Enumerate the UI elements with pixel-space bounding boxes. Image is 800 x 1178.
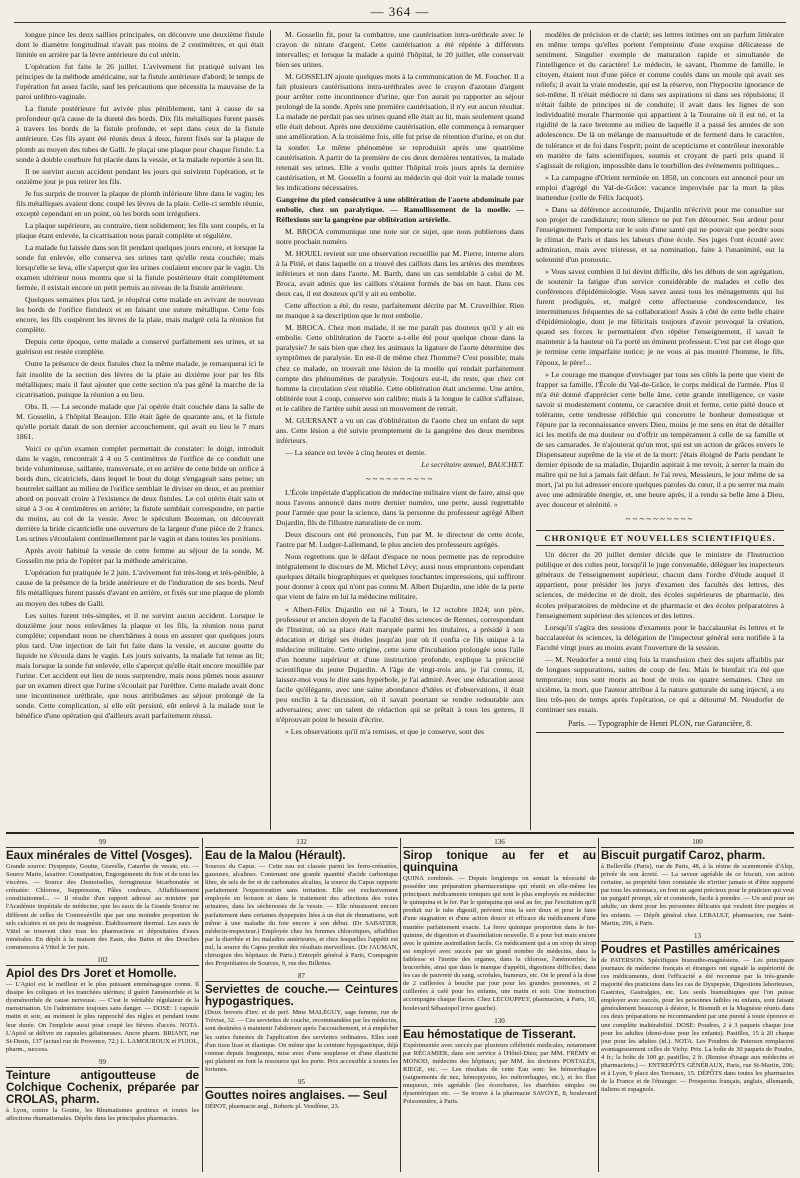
ad-body: de PATERSON. Spécifiques bismutho-magnésiens. — Les principaux journaux de médecine français et étrangers ont signalé la supériorité de ces médicaments, dont l'efficacité a été reconnue par la très-grande majorité des praticiens dans les cas de Dyspepsie, Digestions laborieuses, Gastrites, Gastralgies, etc. Les seuls bismuthiques que l'on puisse employer avec succès, pour les personnes faibles ou enfants, sont faisant généralement beaucoup à désirer, le Bismuth et la Magnésie réunis dans ces deux préparations ne recommandent par une pureté à toute épreuve et une complète inaltérabilité. DOSE: Poudres, 2 à 3 paquets chaque jour pour les adultes (demi-dose pour les enfants). Pastilles, 15 à 20 chaque jour pour les adultes (id.). NOTA. Les Poudres de Paterson remplacent avantageusement celles de Vichy. Prix. La boîte de 30 paquets de Poudre, 4 fr.; la boîte de 100 gr. pastilles, 2 fr. (Remise d'usage aux médecins et pharmaciens.) — ENTREPÔTS GÉNÉRAUX, Paris, rue St-Martin, 296; et à Lyon, 9 place des Terreaux, 15. DÉPÔTS dans toutes les pharmacies de la France et de l'étranger. — Prospectus français, anglais, allemands, italiens et espagnols. — [601, 956, 794, 1094]
ad-title: Eaux minérales de Vittel (Vosges). — [6, 850, 193, 862]
paragraph: La fistule postérieure fut avivée plus péniblement, tant à cause de sa profondeur qu'à cause de la dureté des bords. Dix fils métalliques furent passés à travers les bords de la fistule profonde, et sept dans ceux de la fistule antérieure. Ces fils ayant été réunis deux à deux, furent fixés sur la plaque de plomb au moyen des tubes de Galli. Je plaçai une plaque pour chaque fistule. La sonde à double courbure fut placée dans la vessie, et la malade reportée à son lit. — [16, 104, 264, 164]
page-number: — 364 — — [370, 4, 430, 19]
paragraph: Les suites furent très-simples, et il ne survint aucun accident. Lorsque le douzième jour nous enlevâmes la plaque et les fils, la réunion nous parut complète; cependant nous ne cherchâmes à nous en assurer que quelques jours plus tard. Une injection de lait fut faite dans la vessie, et aucune goutte du liquide ne s'écoula dans le vagin. Les jours suivants, la malade fut tenue au lit; mais lorsque la sonde fut enlevée, elle s'aperçut qu'elle était encore mouillée par l'urine. Cet accident eut lieu de nous surprendre, mais nous pûmes nous assurer par un examen direct que l'urine s'écoulait par l'urèthre. Cette malade avait donc une incontinence urétbrale, que nous attribuâmes au séjour prolongé de la sonde. Cette complication, si elle eût persisté, eût enlevé à la malade tout le bénéfice d'une opération qui d'ailleurs avait parfaitement réussi. — [16, 610, 264, 721]
paragraph: L'École impériale d'application de médecine militaire vient de faire, ainsi que nous l'avons annoncé dans notre dernier numéro, une perte, aussi regrettable pour l'armée que pour la science, dans la personne du professeur agrégé Albert Dujardin, fils de l'illustre naturaliste de ce nom. — [276, 488, 524, 528]
ad-title: Serviettes de couche.— Ceintures hypogastriques. — [205, 984, 398, 1009]
paragraph: Lorsqu'il s'agira des sessions d'examens pour le baccalauréat ès lettres et le baccalauréat ès sciences, la délégation de l'inspecteur général sera notifiée à la Faculté vingt jours au moins avant l'ouverture de la session. — [536, 622, 784, 652]
column-divider — [530, 30, 531, 830]
ad-title: Apiol des Drs Joret et Homolle. — [6, 968, 177, 981]
ad-number: 13 — [601, 932, 794, 942]
advertisement — [6, 1058, 199, 1123]
ad-title: Biscuit purgatif Caroz, pharm. — [601, 850, 766, 862]
ornament-divider: ~~~~~~~~~~ — [365, 473, 435, 484]
advertisement — [6, 956, 199, 1054]
article-column-2 — [276, 30, 524, 830]
ads-column-3 — [403, 838, 596, 1172]
column-divider — [270, 30, 271, 830]
ad-body: Expérimentée avec succès par plusieurs célébrités médicales, notamment par RÉCAMIER, dans son service à l'Hôtel-Dieu; par MM. FRÉMY et MONOD, médecins des hôpitaux; par MM. les docteurs POSTALÈS, RIEGE, etc. — Les résultats de cette Eau sont: les hémorrhagies (saignements de nez, hémoptysies, les métrorrhagies, etc.), et les flux muqueux, très agréable (les écorchures, les diarrhées simples ou dysentériques etc. — Se trouve à la pharmacie SAVOYE, 8, boulevard Poissonnière, à Paris. — [403, 1041, 596, 1106]
header-rule — [14, 22, 786, 23]
ad-body: Sources du Capus. — Cette eau est classée parmi les ferro-crénatées, gazeuses, alcalines. Contenant une grande quantité d'acide carbonique libre, de sels de fer et de carbonates alcalins, la source du Capus rapporte parfaitement l'expectoration sans irritation. Elle est exclusivement employée en boisson et dans le traitement des affections des voies urinaires, dans les sécheresses de la vessie. — Elle réussissent encore parfaitement dans certaines dyspepsies liées à un état de rhumatisme, soit même à une maladie du foie encore à son début. (Dr SABATIER, médecin-inspecteur.) Employée chez les femmes chlorotiques, affaiblies par la diarrhée et les maladies antérieures, et chez lesquelles l'appétit est nul, la source du Capus produit des résultats merveilleux. (Dr JAUMAN, chirurgien des hôpitaux de Paris.) Entrepôt général à Paris, Compagnie des Propriétaires de Sources, 9, rue des Billettes. — [205, 863, 398, 968]
ad-number: 87 — [205, 972, 398, 982]
paragraph: Je fus surpris de trouver la plaque de plomb inférieure libre dans le vagin; les fils métalliques avaient donc coupé les lèvres de la plaie. Celle-ci semble réunie, excepté cependant en un point, où les bords sont irréguliers. — [16, 188, 264, 218]
ad-divider — [598, 838, 599, 1172]
ad-title: Teinture antigoutteuse de Colchique Cochenix, préparée par CROLAS, pharm. — [6, 1069, 199, 1106]
advertisement — [403, 838, 596, 1013]
ad-divider — [202, 838, 203, 1172]
paragraph: » Le courage me manque d'envisager par tous ses côtés la perte que vient de frapper sa famille, l'École du Val-de-Grâce, le corps médical de l'armée. Plus il m'a été donné d'apprécier cette belle âme, cette grande intelligence, ce vaste savoir si modestement contenu, ce caractère droit et ferme, cette piété douce et tolérante, cette tendresse réfléchie qui concentre le bonheur domestique et l'épure par la reconnaissance envers Dieu, moins je me sens en état de détailler ici les motifs de ma douleur ou d'offrir un tempérament à celle de sa famille et de ses camarades. Je n'ajouterai qu'un mot, qui est un action de grâces envers le Dispensateur suprême de la vie et de la mort: j'étais éloigné de Paris pendant le dernier épisode de sa maladie, Dujardin aspirait à me revoir, à serrer la main du maître qui ne lui a jamais fait défaut. Je l'ai revu, Messieurs, le jour même de sa mort, j'ai pu lui adresser encore quelques paroles du cœur, il a pu serrer ma main avec une admirable énergie, et, une heure après, il a rendu sa belle âme à Dieu, avec douceur et sérénité. » — [536, 369, 784, 510]
ad-number: 132 — [205, 838, 398, 848]
signature: Le secrétaire annuel, BAUCHET. — [421, 459, 524, 469]
ad-number: 95 — [205, 1078, 398, 1088]
section-title: CHRONIQUE ET NOUVELLES SCIENTIFIQUES. — [536, 530, 784, 546]
ad-title: Eau de la Malou (Hérault). — [205, 850, 346, 862]
paragraph: M. BROCA communique une note sur ce sujet, que nous publierons dans notre prochain numéro. — [276, 226, 524, 246]
paragraph: Un décret du 20 juillet dernier décide que le ministre de l'Instruction publique et des cultes peut, lorsqu'il le juge convenable, déléguer les inspecteurs généraux de l'enseignement supérieur, chacun dans l'ordre d'étude auquel il appartient, pour présider les jurys d'examen des facultés des lettres, des sciences, de médecine et de droit, des écoles supérieures de pharmacie, des écoles préparatoires de médecine et de pharmacie et des écoles préparatoires à l'enseignement supérieur des sciences et des lettres. — [536, 550, 784, 620]
paragraph: » Vous savez combien il lui devint difficile, dès les débuts de son agrégation, de soutenir la fatigue d'un service considérable de malades et celle des conférences d'épidémiologie. Vous savez aussi tous les ménagements qui lui furent prodigués, et, malgré cette affectueuse condescendance, les intermittences fréquentes de sa collaboration! Assis à côté de cette belle chaire d'épidémiologie, dont je me félicitais toujours d'avoir provoqué la création, quand ses forces le permettaient d'en répéter l'enseignement, il savait le maintenir à la hauteur où l'a porté un éminent professeur. C'est par cet éloge que je termine cette imparfaite notice; je ne vous ai pas montré l'homme, le fils, l'époux, le père!... — [536, 267, 784, 367]
advertisement — [205, 838, 398, 968]
ads-column-4 — [601, 838, 794, 1172]
ad-number: 99 — [6, 1058, 199, 1068]
paragraph: Cette affection a été, du reste, parfaitement décrite par M. Cruveilhier. Rien ne manque à sa description que le mot embolie. — [276, 301, 524, 321]
paragraph: M. HOUEL revient sur une observation recueillie par M. Pierre, interne alors à la Pitié, et dans laquelle on a trouvé des caillots dans les artères des membres inférieurs et non dans l'aorte. M. Barth, dans un cas semblable à celui de M. Broca, avait admis que les caillots s'étaient formés de bas en haut. Dans ces deux cas, il est douteux qu'il y ait eu embolie. — [276, 248, 524, 299]
paragraph: M. Gosselin fit, pour la combattre, une cautérisation intra-uréthrale avec le crayon de nitrate d'argent. Cette cautérisation a été répétée à différents intervalles; et lorsque la malade a quitté l'hôpital, le 20 juillet, elle conservait bien ses urines. — [276, 30, 524, 70]
ad-body: QUINA combinés. — Depuis longtemps on sentait la nécessité de posséder une préparation pharmaceutique qui réunit en elle-même les principaux médicaments toniques qui sont le plus employés en médecine: le quinquina et le fer. Par le quinquina qui seul au fer, par l'excitation qu'il produit sur le tube digestif, prévient tous la serr doux et pour le faire d'une stagnation et d'une action douce et efficace du médicament d'une manière parfaitement exacte. La ferro quinique proportion dans le fer-quinine, de digestion et d'assimilation nouvelle. Il a pour but mais encore avec le quinine assimilation facile. Ce médicament qui a un sirop du sirop est employé avec succès par un grand nombre de médecins, dans la faiblesse et l'inertie des organes, dans la chlorose, l'anémorrhée, la leucorrhée, ainsi que dans le manque d'appétit, digestions difficiles; dans les cas de pauvreté du sang, scrofules, humeurs, etc. On le prend à la dose de 2 cuillerées à bouche par jour pour les grandes personnes, et 2 cuillerées à café pour les enfants, une matin et soir. Une instruction accompagne chaque flacon. Chez LECOUPPEY, pharmacien, à Paris, 10, boulevard Sébastopol (rive gauche). — [403, 875, 596, 1012]
ads-top-rule — [6, 832, 794, 834]
article-column-1 — [16, 30, 264, 830]
ad-divider — [400, 838, 401, 1172]
advertisement — [601, 838, 794, 928]
paragraph: Obs. II. — La seconde malade que j'ai opérée était couchée dans la salle de M. Gosselin, à l'hôpital Beaujon. Elle était âgée de quarante ans, et la fistule qu'elle portait datait de son dernier accouchement, qui avait eu lieu le 7 mars 1861. — [16, 401, 264, 441]
printer-footer: Paris. — Typographie de Henri PLON, rue Garancière, 8. — [536, 719, 784, 733]
paragraph: L'opération fut pratiquée le 2 juin. L'avivement fut très-long et très-pénible, à cause de la présence de la bride antérieure et de l'induration de ses bords. Neuf fils métalliques furent passés d'avant en arrière, et fixés sur une plaque de plomb au moyen des tubes de Galli. — [16, 568, 264, 608]
ad-number: 130 — [403, 1017, 596, 1027]
ad-body: Grande source: Dyspepsie, Goutte, Gravelle, Catarrhe de vessie, etc. — Source Marie, laxative: Constipation, Engorgements du foie et de tous les viscères. — Source des Demoiselles, ferrugineuse bicarbonatée et crénatée: Chlorose, Suppression, Pâles couleurs, Affaiblissement constitutionnel... — Il résulte d'un rapport adressé au ministre par l'Académie impériale de médecine, que les eaux de la Grande Source ne diffèrent de celles de Contrexéville que par une moindre proportion de sels calcaires et un peu de magnésie. Établissement thermal. Les eaux de Vittel se trouvent chez tous les pharmaciens et dépositaires d'eaux minérales. En dépôt à la maison des Eaux, des Bains et des Douches commencera à Vittel le 1er juin. — [6, 863, 199, 951]
paragraph: Outre la présence de deux fistules chez la même malade, je remarquerai ici le fait insolite de la section des lèvres de la plaie au dixième jour par les fils métalliques; mais il faut ajouter que cette section n'a pas gêné la marche de la cicatrisation, puisque la réunion a eu lieu. — [16, 359, 264, 399]
advertisement — [403, 1017, 596, 1107]
ornament-divider: ~~~~~~~~~~ — [625, 514, 695, 525]
paragraph: » Dans sa déférence accoutumée, Dujardin m'écrivit pour me consulter sur son projet de candidature; mon silence ne put l'en détourner. Son ardeur pour l'enseignement l'emporta sur le soin d'une santé qui ne pouvait que perdre sous le climat de Paris et dans les labeurs d'une école. Ses juges l'ont écouté avec admiration, mais avec tristesse, et sa nomination, faite à l'unanimité, eut la solennité d'un pronostic. — [536, 204, 784, 265]
paragraph: La plaque supérieure, au contraire, tient solidement; les fils sont coupés, et la plaque étant enlevée, la cicatrisation nous parait complète et régulière. — [16, 220, 264, 240]
advertisement — [205, 972, 398, 1074]
paragraph: Il ne survint aucun accident pendant les jours qui suivirent l'opération, et le onzième jour je pus retirer les fils. — [16, 166, 264, 186]
paragraph: » La campagne d'Orient terminée en 1858, un concours est annoncé pour un emploi d'agrégé du Val-de-Grâce: vacance improvisée par la mort la plus inattendue (celle de Félix Jacquot). — [536, 172, 784, 202]
paragraph: — La séance est levée à cinq heures et demie. — [285, 447, 427, 457]
paragraph: Depuis cette époque, cette malade a conservé parfaitement ses urines, et sa guérison est restée complète. — [16, 337, 264, 357]
paragraph: La malade fut laissée dans son lit pendant quelques jours encore, et lorsque la sonde fut enlevée, elle conserva ses urines tant qu'elle resta couchée; mais lorsqu'elle se leva, elle s'aperçut que les urines coulaient encore par le vagin. Un examen ultérieur nous montra que si la fistule postérieure était complètement fermée, il existait encore un petit pertuis au niveau de la fistule antérieure. — [16, 242, 264, 293]
ad-title: Eau hémostatique de Tisserant. — [403, 1028, 576, 1041]
ad-body: — L'Apiol est le meilleur et le plus puissant emménagogue connu. Il dissipe les coliques et les tranchées utérines; il guérit l'aménorrhée et la dysménorrhée de cause nerveuse. — C'est le véritable régulateur de la menstruation. Un l'administre toujours sans danger. — DOSE: 1 capsule matin et soir, au moment le plus rapproché des règles et pendant toute leur durée. On l'emploie aussi pour coupé les fièvres d'accès. NOTA. L'Apiol se délivre en capsules gélatineuses. Ancre pharm. BRIANT, rue St-Denis, 137 (actuel rue de Provence, 72.) L. LAMOUROUX et FUJOL, pharm., success. — [6, 981, 199, 1053]
paragraph: Voici ce qu'un examen complet permettait de constater: le doigt, introduit dans le vagin, rencontrait à 4 ou 5 centimètres de l'orifice de ce conduit une bride volumineuse, saillante, transversale, et en arrière de cette bride un orifice à bords durs, cicatriciels, dans lequel le bout du doigt s'engageait sans peine; un bourrelet saillant au milieu de l'orifice semblait le diviser en deux, et au premier abord on pouvait croire à l'existence de deux fistules. Le col utérin était sain et situé à 3 ou 4 centimètres en arrière; la fistule semblait correspondre, en partie du moins, au col de la vessie. Avec le spéculum Bozeman, on découvrait derrière la bride cicatricielle une ouverture de la largeur d'une pièce de 2 francs. Les urines s'écoulaient continuellement par le vagin et dans toutes les positions. — [16, 443, 264, 544]
ad-body: (Deux brevets d'inv. et de perf. Mme MALÉGUY, sage femme, rue de Trévise, 32. — Ces serviettes de couche, recommandées par les médecins, sont destinées à maintenir l'abdomen après l'accouchement, et à empêcher les suites funestes de l'application des serviettes ordinaires. Elles sont d'un tissu lisse et élastique. On même que la ceinture hypogastrique, déjà connue depuis longtemps, mise avec d'une souplesse et d'une élasticité qui plaisent en font la ressource qui les porte. Prix accessible à toutes les fortunes. — [205, 1009, 398, 1073]
paragraph: L'opération fut faite le 26 juillet. L'avivement fut pratiqué suivant les principes de la méthode américaine, sur la fistule antérieure d'abord; le temps de l'opération fut assez facile, sauf les précautions que nécessita la mauvaise de la paroi uréthro-vaginale. — [16, 62, 264, 102]
section-heading: Gangrène du pied consécutive à une oblitération de l'aorte abdominale par embolie, chez un paralytique. — Ramollissement de la moelle. — Réflexions sur la gangrène par oblitération artérielle. — [276, 194, 524, 224]
ad-title: Poudres et Pastilles américaines — [601, 943, 780, 956]
ads-column-2 — [205, 838, 398, 1172]
ads-column-1 — [6, 838, 199, 1172]
ad-number: 136 — [403, 838, 596, 848]
article-column-3 — [536, 30, 784, 830]
advertisement — [601, 932, 794, 1095]
ad-body: à Belleville (Paris), rue de Paris, 48, à la résine de scammonée d'Alep, privée de son âcreté. — La saveur agréable de ce biscuit, son action certaine, sa propriété bien constatée de n'irriter jamais et d'être supporté par tous les estomacs, en font un agent précieux pour le praticien qui veut un purgatif prompt, sûr et commode, facile à prendre. — Un seul pour un adulte, un demi pour les personnes délicates qui veulent être purgées et les enfants. — Dépôt général chez LEBAULT, pharmacien, rue Saint-Martin, 296, à Paris. — [601, 863, 794, 927]
paragraph: Quelques semaines plus tard, je réopérai cette malade en avivant de nouveau les bords de l'orifice fistuleux et en faisant une suture métallique. Cette fois encore, les fils coupèrent les lèvres de la plaie, mais malgré cela la réunion fut complète. — [16, 295, 264, 335]
paragraph: Deux discours ont été prononcés, l'un par M. le directeur de cette école, l'autre par M. Ludger-Lallemand, le plus ancien des professeurs agrégés. — [276, 530, 524, 550]
advertisement — [6, 838, 199, 952]
paragraph: M. GUERSANT a vu un cas d'oblitération de l'aorte chez un enfant de sept ans. Cette lésion a été suivie promptement de la gangrène des deux membres inférieurs. — [276, 415, 524, 445]
ad-body: DÉPOT, pharmacie angl., Roberts pl. Vendôme, 23. — [205, 1102, 340, 1110]
ad-title: Gouttes noires anglaises. — Seul — [205, 1089, 388, 1102]
paragraph: M. BROCA. Chez mon malade, il ne me paraît pas douteux qu'il y ait eu embolie. Cette oblitération de l'aorte a-t-elle été pour quelque chose dans la paralysie? Je sais bien que chez les animaux la ligature de l'aorte détermine des symptômes de paralysie. En est-il de même chez l'homme? C'est possible; mais chez ce malade, on trouvait une lésion de la moelle qui rendait parfaitement compte des phénomènes de paralysie. Toujours est-il, du reste, que chez cet homme la circulation s'est rétablie. Cette oblitération était ancienne. Une artère, oblitérée tout à coup, conserve son calibre; mais à la longue le caillot s'affaisse, et le calibre de l'artère subit aussi un mouvement de retrait. — [276, 323, 524, 413]
paragraph: « Albert-Félix Dujardin est né à Tours, le 12 octobre 1824; son père, professeur et ancien doyen de la Faculté des sciences de Rennes, correspondant de l'Institut, où sa place était marquée parmi les titulaires, a présidé à son éducation et dirigé ses études jusqu'au jour où il confia ce fils unique à la médecine militaire. Cette origine, cette sorte d'incubation prolongée sous l'aile d'un homme supérieur et d'une instruction profonde, explique la précocité scientifique du jeune Dujardin. A l'âge de vingt-trois ans, je l'ai connu, il, laissez-moi vous le dire sans hyperbole, je l'ai admiré. Avec une éducation aussi facile qu'élégante, avec une saine abondance d'idées et d'observations, il était peu enclin à la discussion, où il savait pourtant se rendre redoutable aux adversaires; avec un talent de rédaction qui se prêtait à tous les genres, il n'éprouvait point le besoin d'écrire. — [276, 604, 524, 725]
paragraph: — M. Neudorfer a tenté cinq fois la transfusion chez des sujets affaiblis par de longues suppurations, suites de coup de feu. Mais le bienfait n'a été que temporaire; tous sont morts au bout de trois ou quatre semaines. Chez un sixième, la mort, que l'auteur attribue à la nature gutturale du sang injecté, a eu lieu très-peu de temps après l'opération, ce qui a détourné M. Neudorfer de continuer ses essais. — [536, 654, 784, 714]
paragraph: longue pince les deux saillies principales, on découvre une deuxième fistule dont le diamètre longitudinal n'avait pas moins de 2 centimètres, et qui était limitée en arrière par la lèvre antérieure du col utérin. — [16, 30, 264, 60]
ad-body: à Lyon, contre la Goutte, les Rhumatismes goutteux et toutes les affections rhumatismales. Dépôts dans les principales pharmacies. — [6, 1106, 199, 1122]
paragraph: modèles de précision et de clarté; ses lettres intimes ont un parfum littéraire en même temps qu'elles portent l'empreinte d'une exquise délicatesse de sentiment. Singulier exemple de maturation rapide et simultanée de l'intelligence et du caractère! Le médecin, le savant, l'homme de famille, le citoyen, étaient tout d'une pièce et comme coulés dans un moule qui avait ses reliefs; il avait la vraie modestie, qui est la réserve, non l'hypocrite ignorance de soi-même. Il n'était médiocre ni dans ses aspirations ni dans ses répulsions; il n'était faible de principes ni de conduite; il avait dans les lignes de son individualité morale l'harmonie qui appartient à la Touraine où il est né, et la rigidité de la race bretonne au milieu de laquelle il a passé les années de son adolescence. De là un mélange de mansuétude et de fermeté dans le caractère, de tolérance et de foi dans l'esprit; point de scepticisme et contrôleur inexorable en matière de faits scientifiques, soumis et croyant de parti pris quand il s'agissait de religion, impossible dans le tourbillon des évènements politiques... — [536, 30, 784, 170]
paragraph: Après avoir habitué la vessie de cette femme au séjour de la sonde, M. Gosselin me pria de l'opérer par la méthode américaine. — [16, 546, 264, 566]
advertisement — [205, 1078, 398, 1111]
paragraph: Nous regrettons que le défaut d'espace ne nous permette pas de reproduire intégralement le discours de M. Michel Lévy; aussi nous empruntons cependant quelques détails biographiques et quelques touchantes impressions, qui suffiront pour donner à ceux qui n'ont pas connu M. Albert Dujardin, une idée de la perte que vient de faire en lui la médecine militaire. — [276, 552, 524, 602]
ad-number: 99 — [6, 838, 199, 848]
paragraph: » Les observations qu'il m'a remises, et que je conserve, sont des — [285, 727, 484, 737]
ad-number: 102 — [6, 956, 199, 966]
paragraph: M. GOSSELIN ajoute quelques mots à la communication de M. Foucher. Il a fait plusieurs cautérisations intra-uréthrales avec le crayon d'azotate d'argent pour arrêter cette incontinence d'urine, que l'on aurait pu rapporter au séjour prolongé de la sonde. Après une première cautérisation, il n'y eut aucun résultat. La malade ne perdait pas ses urines quand elle était au lit, mais seulement quand elle était debout. Après une deuxième cautérisation, elle commença à remarquer une amélioration. A la troisième fois, elle fut prise de rétention d'urine, et on dut la sonder. Le même phénomène se reproduisit après une quatrième cautérisation. A partir de la première de ces deux dernières tentatives, la malade retenait ses urines. Elle a voulu quitter l'hôpital trois jours après la dernière cautérisation, et M. Gosselin a fourni au médecin qui doit voir la malade toutes les indications nécessaires. — [276, 72, 524, 192]
ad-title: Sirop tonique au fer et au quinquina — [403, 850, 596, 874]
ad-number: 100 — [601, 838, 794, 848]
